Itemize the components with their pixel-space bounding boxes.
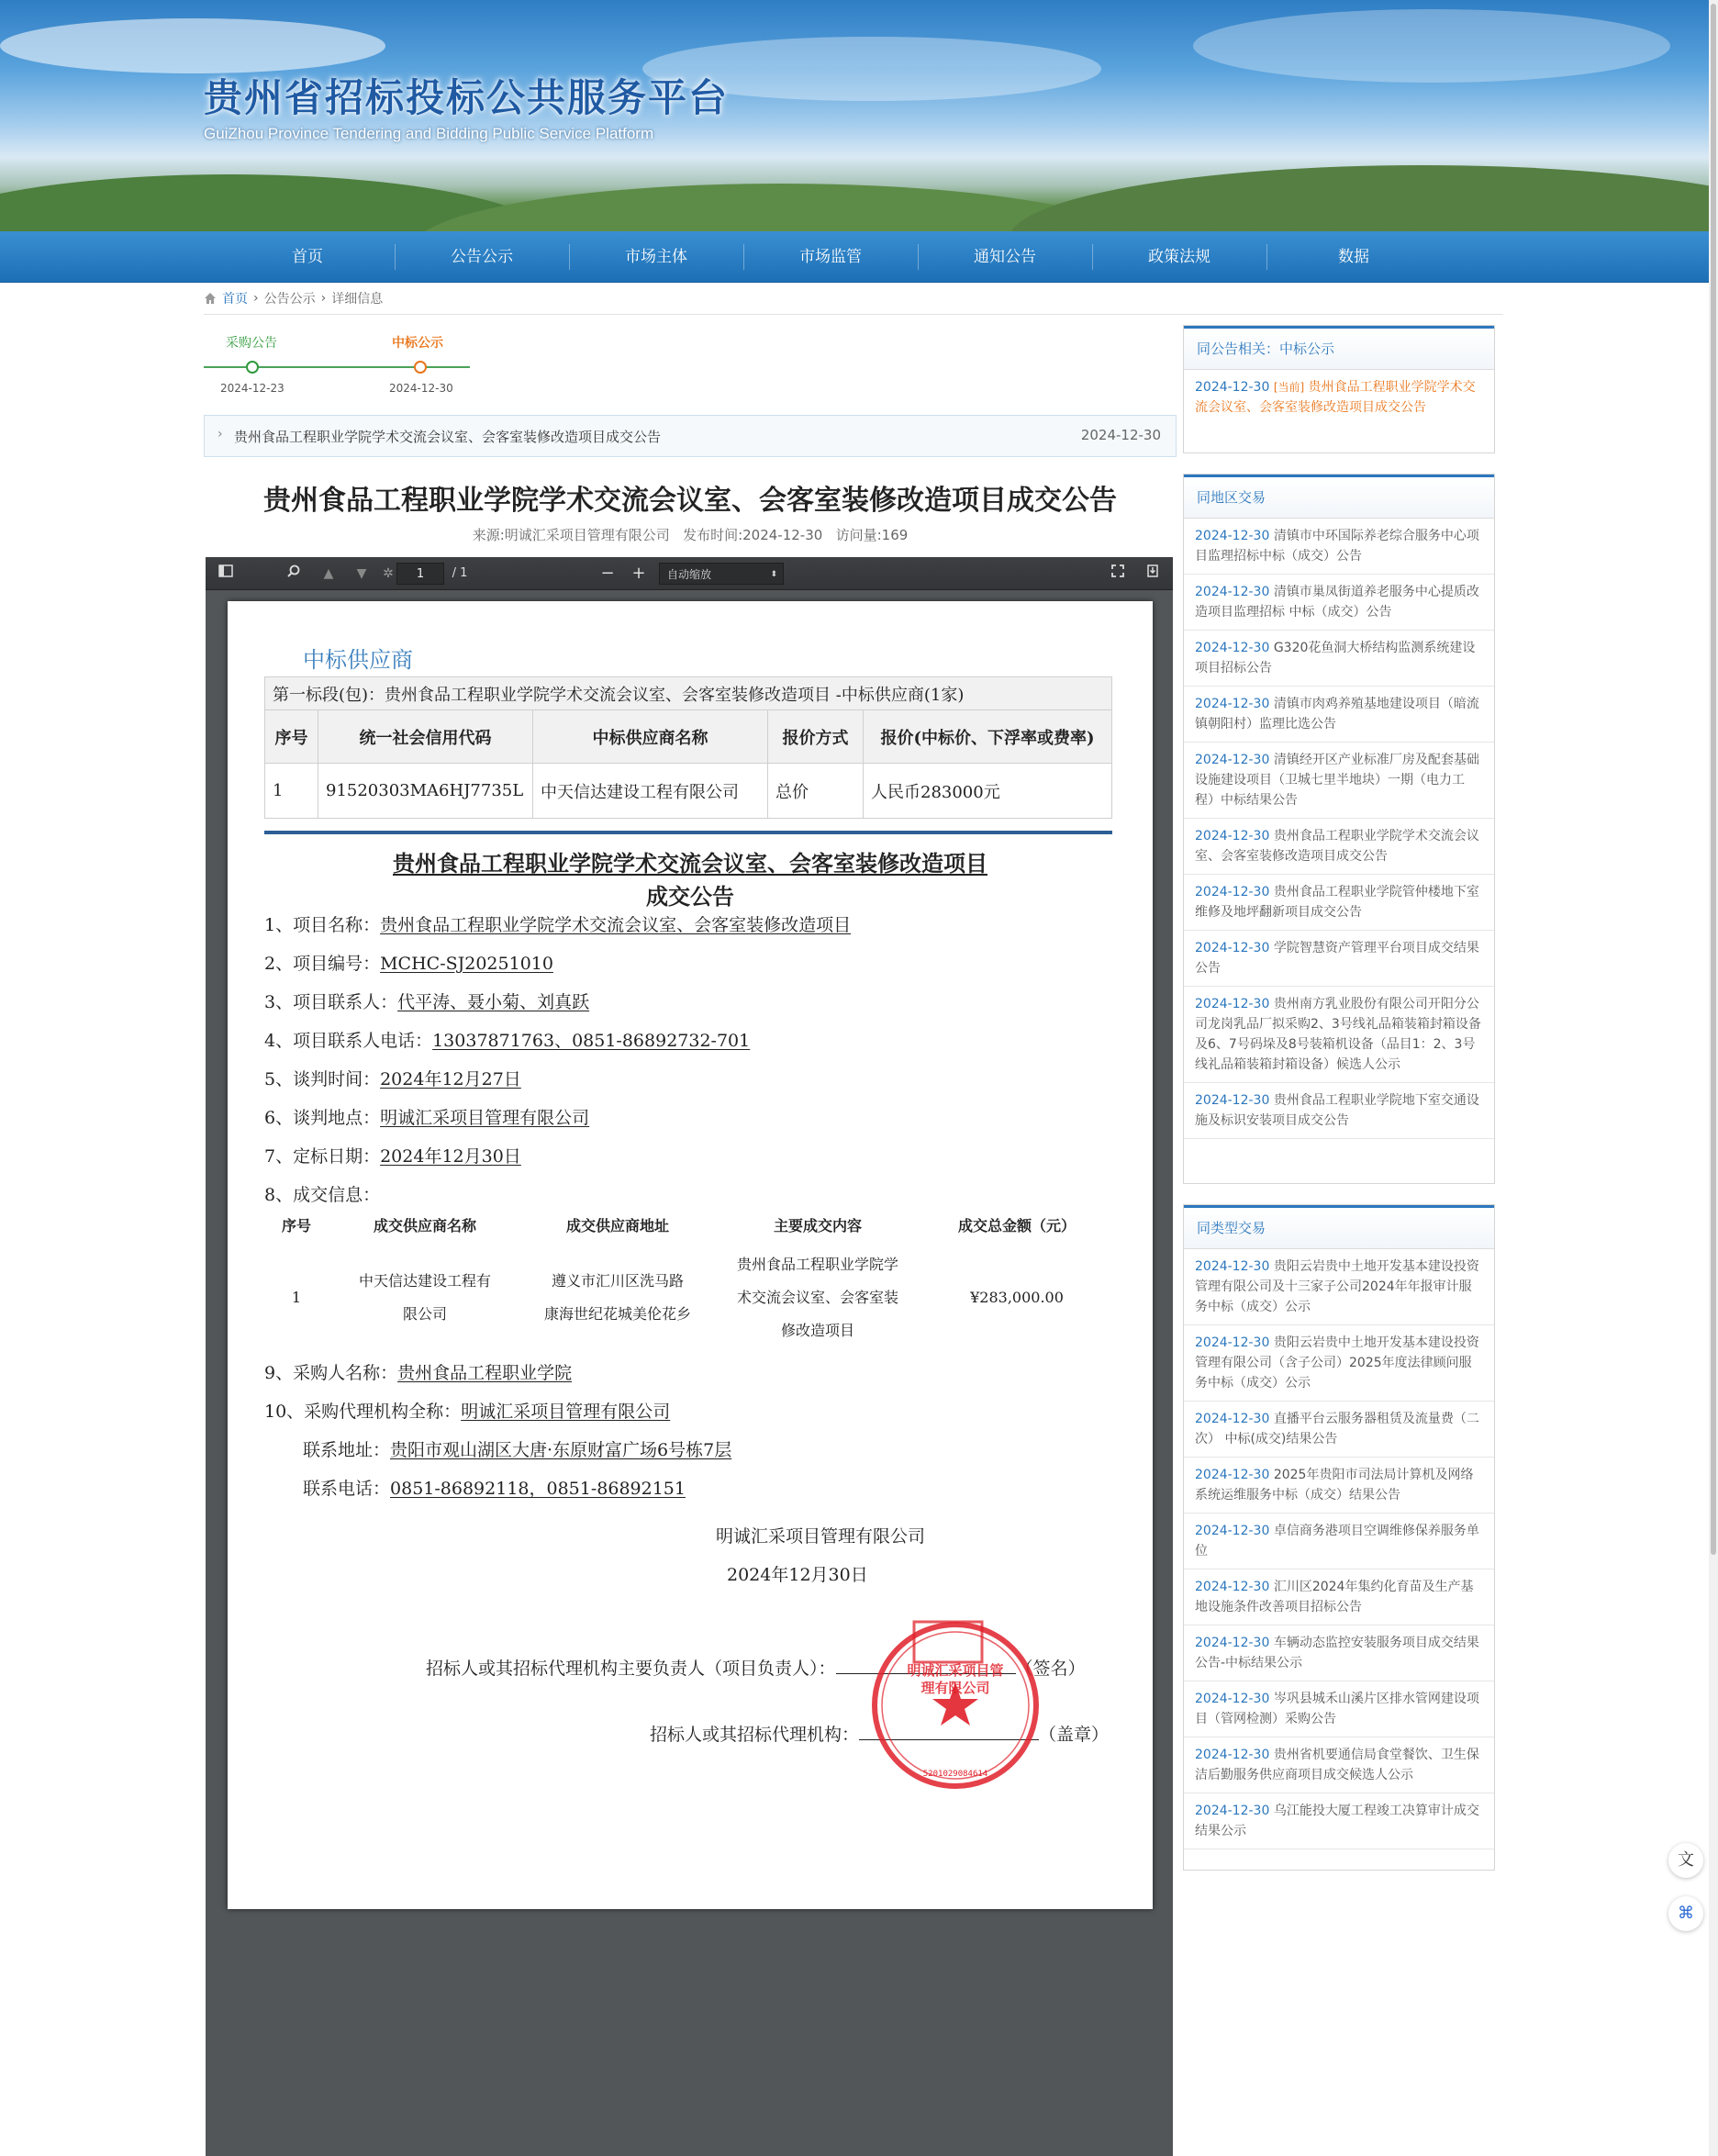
zoom-out-icon[interactable]: − bbox=[600, 564, 615, 583]
panel-title: 同地区交易 bbox=[1184, 475, 1494, 519]
scrollbar-thumb[interactable] bbox=[1711, 4, 1716, 1555]
notice-item: 8、成交信息： bbox=[264, 1185, 381, 1205]
table-header: 报价(中标价、下浮率或费率) bbox=[864, 710, 1112, 764]
seal-text: 明诚汇采项目管理有限公司 bbox=[907, 1662, 1004, 1696]
list-item[interactable]: 2024-12-30 直播平台云服务器租赁及流量费（二次） 中标(成交)结果公告 bbox=[1184, 1402, 1494, 1458]
notice-item: 9、采购人名称：贵州食品工程职业学院 bbox=[264, 1363, 573, 1383]
list-item[interactable]: 2024-12-30 贵州食品工程职业学院管仲楼地下室维修及地坪翻新项目成交公告 bbox=[1184, 875, 1494, 931]
page-title: 贵州食品工程职业学院学术交流会议室、会客室装修改造项目成交公告 bbox=[263, 485, 1117, 517]
list-item[interactable]: 2024-12-30 车辆动态监控安装服务项目成交结果公告-中标结果公示 bbox=[1184, 1625, 1494, 1681]
same-region-panel bbox=[1183, 474, 1495, 1184]
divider bbox=[264, 831, 1112, 834]
document-meta: 来源:明诚汇采项目管理有限公司 发布时间:2024-12-30 访问量:169 bbox=[472, 527, 909, 543]
table-header: 成交总金额（元） bbox=[957, 1217, 1076, 1234]
nav-policy[interactable]: 政策法规 bbox=[1148, 248, 1210, 266]
network-icon[interactable]: ⌘ bbox=[1668, 1896, 1703, 1931]
notice-item: 联系电话：0851-86892118，0851-86892151 bbox=[303, 1479, 686, 1499]
deal-info-table bbox=[264, 1207, 1112, 1353]
table-cell: 1 bbox=[291, 1289, 302, 1306]
zoom-select[interactable] bbox=[659, 563, 784, 585]
list-item[interactable]: 2024-12-30 卓信商务港项目空调维修保养服务单位 bbox=[1184, 1514, 1494, 1570]
table-cell: 中天信达建设工程有限公司 bbox=[533, 764, 768, 819]
timeline-date: 2024-12-30 bbox=[389, 382, 453, 395]
chevron-right-icon: › bbox=[218, 427, 223, 441]
table-header: 成交供应商地址 bbox=[565, 1217, 669, 1234]
timeline-dot bbox=[246, 361, 259, 374]
table-cell: 遵义市汇川区洗马路 康海世纪花城美伦花乡 bbox=[543, 1272, 691, 1323]
nav-home[interactable]: 首页 bbox=[292, 248, 323, 266]
nav-data[interactable]: 数据 bbox=[1338, 248, 1369, 266]
signature-company: 明诚汇采项目管理有限公司 bbox=[716, 1526, 926, 1547]
table-header: 序号 bbox=[265, 710, 318, 764]
list-item[interactable]: 2024-12-30 贵州省机要通信局食堂餐饮、卫生保洁后勤服务供应商项目成交候选人公示 bbox=[1184, 1737, 1494, 1793]
zoom-in-icon[interactable]: + bbox=[631, 564, 646, 583]
list-item[interactable]: 2024-12-30 2025年贵阳市司法局计算机及网络系统运维服务中标（成交）结果公告 bbox=[1184, 1458, 1494, 1514]
notice-item: 6、谈判地点：明诚汇采项目管理有限公司 bbox=[264, 1108, 590, 1128]
table-cell: 总价 bbox=[768, 764, 864, 819]
notice-item: 1、项目名称：贵州食品工程职业学院学术交流会议室、会客室装修改造项目 bbox=[264, 915, 852, 935]
notice-item: 联系地址：贵阳市观山湖区大唐·东原财富广场6号栋7层 bbox=[303, 1440, 732, 1460]
page-total: / 1 bbox=[452, 566, 468, 580]
list-item[interactable]: 2024-12-30 贵阳云岩贵中土地开发基本建设投资管理有限公司及十三家子公司2024年年报审计服务中标（成交）公示 bbox=[1184, 1249, 1494, 1325]
table-header: 主要成交内容 bbox=[773, 1217, 862, 1234]
notice-item: 5、谈判时间：2024年12月27日 bbox=[264, 1069, 521, 1089]
table-cell: 91520303MA6HJ7735L bbox=[318, 764, 533, 819]
list-item[interactable]: 2024-12-30 G320花鱼洞大桥结构监测系统建设项目招标公告 bbox=[1184, 631, 1494, 687]
official-seal bbox=[868, 1618, 1043, 1793]
sidebar-toggle-icon[interactable] bbox=[215, 563, 237, 585]
nav-announcements[interactable]: 公告公示 bbox=[451, 248, 513, 266]
list-item[interactable]: 2024-12-30 贵州食品工程职业学院学术交流会议室、会客室装修改造项目成交公告 bbox=[1184, 819, 1494, 875]
notice-item: 10、采购代理机构全称：明诚汇采项目管理有限公司 bbox=[264, 1402, 671, 1422]
timeline-dot-active bbox=[414, 361, 427, 374]
pdf-page bbox=[228, 601, 1153, 1909]
site-banner bbox=[0, 0, 1718, 231]
loading-icon: ✲ bbox=[383, 566, 394, 581]
signature-date: 2024年12月30日 bbox=[727, 1565, 868, 1585]
list-item[interactable]: 2024-12-30 清镇市中环国际养老综合服务中心项目监理招标中标（成交）公告 bbox=[1184, 519, 1494, 575]
notice-heading-sub: 成交公告 bbox=[646, 883, 734, 910]
breadcrumb-announcements[interactable]: 公告公示 bbox=[263, 292, 316, 307]
table-header: 报价方式 bbox=[768, 710, 864, 764]
list-item[interactable]: 2024-12-30 清镇市肉鸡养殖基地建设项目（暗流镇朝阳村）监理比选公告 bbox=[1184, 687, 1494, 743]
table-cell: 中天信达建设工程有 限公司 bbox=[358, 1272, 491, 1323]
panel-title: 同公告相关：中标公示 bbox=[1184, 326, 1494, 370]
current-badge: [当前] bbox=[1273, 381, 1305, 394]
signature-line: 招标人或其招标代理机构主要负责人（项目负责人）： （签名） bbox=[426, 1659, 1086, 1679]
breadcrumb-sep: › bbox=[320, 291, 327, 306]
table-cell: 贵州食品工程职业学院学 术交流会议室、会客室装 修改造项目 bbox=[736, 1256, 898, 1339]
fullscreen-icon[interactable] bbox=[1107, 563, 1129, 585]
document-selector[interactable] bbox=[204, 415, 1177, 457]
table-row bbox=[264, 1243, 1112, 1353]
notice-item: 3、项目联系人：代平涛、聂小菊、刘真跃 bbox=[264, 992, 590, 1012]
timeline-step-purchase[interactable]: 采购公告 bbox=[226, 336, 277, 351]
breadcrumb-home[interactable]: 首页 bbox=[222, 292, 248, 307]
table-cell: ¥283,000.00 bbox=[970, 1289, 1064, 1306]
list-item[interactable]: 2024-12-30 清镇市巢凤街道养老服务中心提质改造项目监理招标 中标（成交）公告 bbox=[1184, 575, 1494, 631]
document-selector-title: 贵州食品工程职业学院学术交流会议室、会客室装修改造项目成交公告 bbox=[234, 429, 662, 445]
breadcrumb-sep: › bbox=[253, 291, 259, 306]
list-item[interactable]: 2024-12-30 贵州南方乳业股份有限公司开阳分公司龙岗乳品厂拟采购2、3号线礼品箱装箱封箱设备及6、7号码垛及8号装箱机设备（品目1：2、3号线礼品箱装箱封箱设备）候选人公示 bbox=[1184, 987, 1494, 1083]
timeline-date: 2024-12-23 bbox=[220, 382, 284, 395]
related-notices-panel bbox=[1183, 325, 1495, 453]
list-item[interactable]: 2024-12-30 乌江能投大厦工程竣工决算审计成交结果公示 bbox=[1184, 1793, 1494, 1849]
pdf-section-title: 中标供应商 bbox=[303, 648, 413, 673]
nav-market-entity[interactable]: 市场主体 bbox=[625, 248, 687, 266]
translate-icon[interactable]: 文 bbox=[1668, 1843, 1703, 1878]
site-subtitle: GuiZhou Province Tendering and Bidding Public Service Platform bbox=[204, 125, 654, 142]
list-item[interactable]: 2024-12-30 汇川区2024年集约化育苗及生产基地设施条件改善项目招标公告 bbox=[1184, 1570, 1494, 1625]
notice-item: 4、项目联系人电话：13037871763、0851-86892732-701 bbox=[264, 1031, 751, 1051]
notice-heading: 贵州食品工程职业学院学术交流会议室、会客室装修改造项目 bbox=[393, 850, 987, 877]
same-type-panel bbox=[1183, 1204, 1495, 1871]
table-header: 中标供应商名称 bbox=[533, 710, 768, 764]
home-icon bbox=[204, 292, 217, 305]
timeline-step-award[interactable]: 中标公示 bbox=[392, 336, 443, 351]
pdf-toolbar bbox=[206, 557, 1173, 590]
list-item[interactable]: 2024-12-30 清镇经开区产业标准厂房及配套基础设施建设项目（卫城七里半地块）一期（电力工程）中标结果公告 bbox=[1184, 743, 1494, 819]
panel-title: 同类型交易 bbox=[1184, 1205, 1494, 1249]
nav-notices[interactable]: 通知公告 bbox=[974, 248, 1036, 266]
document-selector-date: 2024-12-30 bbox=[1080, 427, 1161, 443]
list-item[interactable]: 2024-12-30 学院智慧资产管理平台项目成交结果公告 bbox=[1184, 931, 1494, 987]
notice-item: 7、定标日期：2024年12月30日 bbox=[264, 1146, 521, 1167]
pdf-viewer[interactable] bbox=[206, 557, 1173, 2156]
arrow-up-icon[interactable]: ▲ bbox=[323, 566, 334, 581]
page-number-input[interactable]: 1 bbox=[396, 563, 444, 585]
notice-item: 2、项目编号：MCHC-SJ20251010 bbox=[264, 954, 553, 974]
seal-number: 5201029084614 bbox=[922, 1770, 988, 1779]
list-item[interactable]: 2024-12-30 贵州食品工程职业学院地下室交通设施及标识安装项目成交公告 bbox=[1184, 1083, 1494, 1139]
table-header: 统一社会信用代码 bbox=[318, 710, 533, 764]
table-cell: 1 bbox=[265, 764, 318, 819]
arrow-down-icon[interactable]: ▼ bbox=[356, 566, 367, 581]
breadcrumb-detail: 详细信息 bbox=[331, 292, 384, 307]
list-item[interactable]: 2024-12-30 岑巩县城禾山溪片区排水管网建设项目（管网检测）采购公告 bbox=[1184, 1681, 1494, 1737]
table-header: 成交供应商名称 bbox=[373, 1217, 476, 1234]
table-header: 序号 bbox=[281, 1217, 311, 1234]
seal-line: 招标人或其招标代理机构： （盖章） bbox=[650, 1725, 1110, 1745]
winning-bidder-table bbox=[264, 676, 1112, 819]
list-item[interactable]: 2024-12-30 贵阳云岩贵中土地开发基本建设投资管理有限公司（含子公司）2025年度法律顾问服务中标（成交）公示 bbox=[1184, 1325, 1494, 1402]
nav-market-supervision[interactable]: 市场监管 bbox=[799, 248, 862, 266]
lot-row: 第一标段(包)：贵州食品工程职业学院学术交流会议室、会客室装修改造项目 -中标供应商(1家) bbox=[265, 677, 1112, 710]
main-nav bbox=[0, 231, 1718, 283]
download-icon[interactable] bbox=[1142, 563, 1164, 585]
scrollbar[interactable] bbox=[1709, 0, 1718, 2156]
process-timeline bbox=[204, 332, 479, 398]
list-item[interactable]: 2024-12-30 [当前] 贵州食品工程职业学院学术交流会议室、会客室装修改造项目成交公告 bbox=[1195, 380, 1476, 415]
zoom-select-value: 自动缩放 bbox=[667, 568, 712, 581]
breadcrumb bbox=[204, 288, 383, 308]
site-title[interactable]: 贵州省招标投标公共服务平台 bbox=[204, 75, 730, 120]
divider bbox=[204, 314, 1503, 315]
table-cell: 人民币283000元 bbox=[864, 764, 1112, 819]
search-icon[interactable] bbox=[283, 563, 305, 585]
chevron-updown-icon: ⬍ bbox=[770, 570, 777, 579]
